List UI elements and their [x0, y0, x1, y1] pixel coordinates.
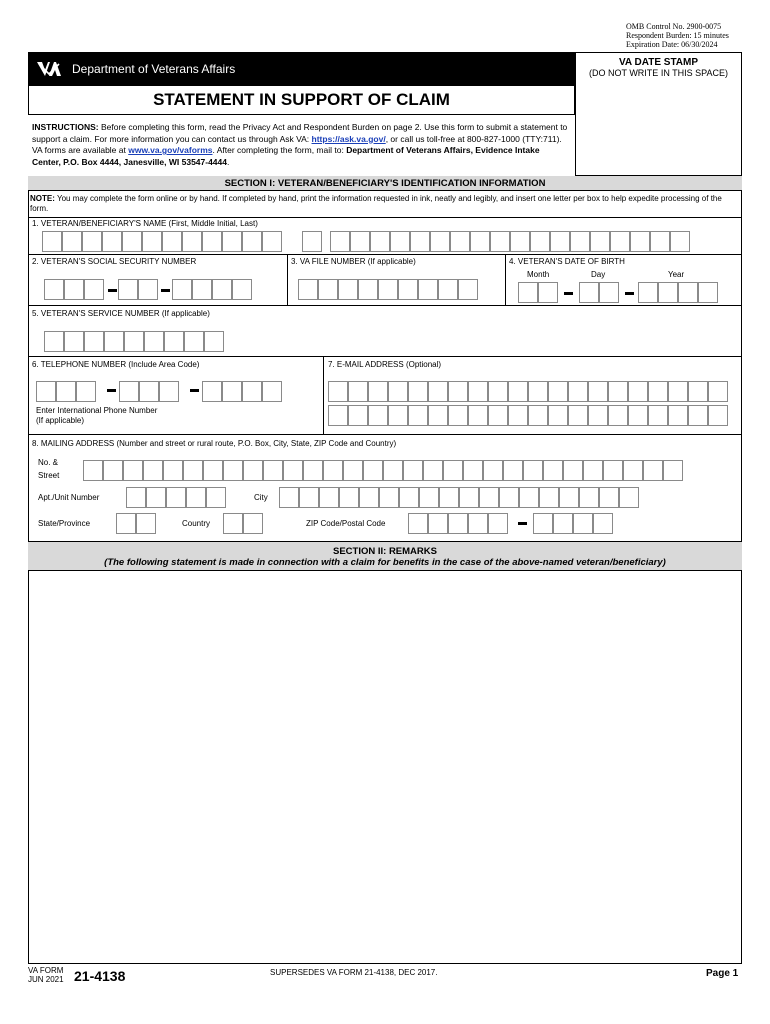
- form-title: STATEMENT IN SUPPORT OF CLAIM: [28, 85, 575, 115]
- char-box[interactable]: [593, 513, 613, 534]
- service-number-input[interactable]: [44, 331, 224, 352]
- field-8-label: 8. MAILING ADDRESS (Number and street or rural route, P.O. Box, City, State, ZIP Code and Country): [32, 439, 397, 448]
- field-2-label: 2. VETERAN'S SOCIAL SECURITY NUMBER: [32, 257, 197, 266]
- char-box[interactable]: [688, 381, 708, 402]
- instructions-text-2: , or call us toll-free at 800-827-1000 (TTY:711). VA forms are available at: [32, 133, 562, 155]
- char-box[interactable]: [459, 487, 479, 508]
- char-box[interactable]: [588, 405, 608, 426]
- char-box[interactable]: [490, 231, 510, 252]
- char-box[interactable]: [318, 279, 338, 300]
- char-box[interactable]: [418, 279, 438, 300]
- char-box[interactable]: [488, 381, 508, 402]
- char-box[interactable]: [430, 231, 450, 252]
- zip-input-part1[interactable]: [408, 513, 508, 534]
- month-label: Month: [527, 270, 550, 279]
- instructions-text-1: Before completing this form, read the Privacy Act and Respondent Burden on page 2. Use this form to submit a statement to support a claim. For more information you can contact us through Ask VA:: [32, 122, 568, 144]
- char-box[interactable]: [138, 279, 158, 300]
- ssn-input-part3[interactable]: [172, 279, 252, 300]
- divider: [28, 217, 742, 218]
- char-box[interactable]: [122, 231, 142, 252]
- char-box[interactable]: [363, 460, 383, 481]
- char-box[interactable]: [483, 460, 503, 481]
- char-box[interactable]: [388, 381, 408, 402]
- field-6-label: 6. TELEPHONE NUMBER (Include Area Code): [32, 360, 200, 369]
- char-box[interactable]: [488, 405, 508, 426]
- field-3-label: 3. VA FILE NUMBER (If applicable): [291, 257, 416, 266]
- char-box[interactable]: [378, 279, 398, 300]
- section-2-subtitle: (The following statement is made in connection with a claim for benefits in the case of the above-named veteran/beneficiary): [104, 557, 666, 568]
- char-box[interactable]: [104, 331, 124, 352]
- char-box[interactable]: [186, 487, 206, 508]
- divider: [323, 356, 324, 434]
- char-box[interactable]: [528, 381, 548, 402]
- dash: [161, 289, 170, 292]
- char-box[interactable]: [144, 331, 164, 352]
- field-4-label: 4. VETERAN'S DATE OF BIRTH: [509, 257, 625, 266]
- note-label: NOTE:: [30, 194, 55, 203]
- dob-day-input[interactable]: [579, 282, 619, 303]
- char-box[interactable]: [650, 231, 670, 252]
- char-box[interactable]: [116, 513, 136, 534]
- char-box[interactable]: [423, 460, 443, 481]
- dob-month-input[interactable]: [518, 282, 558, 303]
- char-box[interactable]: [203, 460, 223, 481]
- char-box[interactable]: [619, 487, 639, 508]
- divider: [287, 254, 288, 305]
- street-label-line1: No. &: [38, 458, 59, 467]
- char-box[interactable]: [184, 331, 204, 352]
- char-box[interactable]: [508, 405, 528, 426]
- phone-prefix-input[interactable]: [119, 381, 179, 402]
- dash: [108, 289, 117, 292]
- char-box[interactable]: [698, 282, 718, 303]
- mailing-address-text: Department of Veterans Affairs, Evidence Intake Center, P.O. Box 4444, Janesville, WI 53547-4444: [32, 145, 540, 167]
- char-box[interactable]: [678, 282, 698, 303]
- char-box[interactable]: [206, 487, 226, 508]
- char-box[interactable]: [84, 331, 104, 352]
- state-label: State/Province: [38, 519, 91, 528]
- char-box[interactable]: [528, 405, 548, 426]
- dash: [518, 522, 527, 525]
- char-box[interactable]: [588, 381, 608, 402]
- char-box[interactable]: [172, 279, 192, 300]
- char-box[interactable]: [64, 279, 84, 300]
- char-box[interactable]: [488, 513, 508, 534]
- char-box[interactable]: [164, 331, 184, 352]
- char-box[interactable]: [383, 460, 403, 481]
- char-box[interactable]: [212, 279, 232, 300]
- char-box[interactable]: [638, 282, 658, 303]
- char-box[interactable]: [410, 231, 430, 252]
- apt-input[interactable]: [126, 487, 226, 508]
- char-box[interactable]: [76, 381, 96, 402]
- char-box[interactable]: [379, 487, 399, 508]
- char-box[interactable]: [102, 231, 122, 252]
- char-box[interactable]: [159, 381, 179, 402]
- footer-va-form: VA FORM: [28, 966, 64, 975]
- form-number: 21-4138: [74, 968, 126, 984]
- char-box[interactable]: [599, 282, 619, 303]
- char-box[interactable]: [519, 487, 539, 508]
- char-box[interactable]: [563, 460, 583, 481]
- field-5-label: 5. VETERAN'S SERVICE NUMBER (If applicable): [32, 309, 210, 318]
- city-label: City: [254, 493, 268, 502]
- char-box[interactable]: [232, 279, 252, 300]
- char-box[interactable]: [103, 460, 123, 481]
- char-box[interactable]: [202, 381, 222, 402]
- char-box[interactable]: [548, 381, 568, 402]
- department-name: Department of Veterans Affairs: [72, 61, 236, 76]
- dash: [625, 292, 634, 295]
- footer-form-info: [28, 966, 64, 984]
- char-box[interactable]: [202, 231, 222, 252]
- intl-phone-note: (If applicable): [36, 416, 85, 425]
- char-box[interactable]: [136, 513, 156, 534]
- ssn-input-part2[interactable]: [118, 279, 158, 300]
- page-number: Page 1: [706, 968, 739, 979]
- dash: [107, 389, 116, 392]
- char-box[interactable]: [339, 487, 359, 508]
- first-name-input[interactable]: [42, 231, 282, 252]
- char-box[interactable]: [124, 331, 144, 352]
- char-box[interactable]: [163, 460, 183, 481]
- header-bar: [28, 52, 575, 85]
- char-box[interactable]: [443, 460, 463, 481]
- char-box[interactable]: [44, 331, 64, 352]
- char-box[interactable]: [548, 405, 568, 426]
- char-box[interactable]: [182, 231, 202, 252]
- char-box[interactable]: [183, 460, 203, 481]
- char-box[interactable]: [608, 381, 628, 402]
- char-box[interactable]: [538, 282, 558, 303]
- dash: [190, 389, 199, 392]
- supersedes-note: SUPERSEDES VA FORM 21-4138, DEC 2017.: [270, 968, 438, 977]
- char-box[interactable]: [242, 381, 262, 402]
- char-box[interactable]: [42, 231, 62, 252]
- char-box[interactable]: [323, 460, 343, 481]
- divider: [28, 305, 742, 306]
- char-box[interactable]: [403, 460, 423, 481]
- char-box[interactable]: [688, 405, 708, 426]
- char-box[interactable]: [468, 381, 488, 402]
- char-box[interactable]: [623, 460, 643, 481]
- char-box[interactable]: [139, 381, 159, 402]
- char-box[interactable]: [708, 381, 728, 402]
- char-box[interactable]: [243, 460, 263, 481]
- char-box[interactable]: [408, 405, 428, 426]
- char-box[interactable]: [84, 279, 104, 300]
- char-box[interactable]: [56, 381, 76, 402]
- char-box[interactable]: [603, 460, 623, 481]
- char-box[interactable]: [648, 405, 668, 426]
- char-box[interactable]: [388, 405, 408, 426]
- char-box[interactable]: [568, 381, 588, 402]
- char-box[interactable]: [330, 231, 350, 252]
- char-box[interactable]: [479, 487, 499, 508]
- dob-year-input[interactable]: [638, 282, 718, 303]
- char-box[interactable]: [348, 381, 368, 402]
- char-box[interactable]: [262, 381, 282, 402]
- va-forms-link[interactable]: www.va.gov/vaforms: [128, 145, 213, 155]
- char-box[interactable]: [448, 513, 468, 534]
- char-box[interactable]: [579, 282, 599, 303]
- char-box[interactable]: [428, 405, 448, 426]
- char-box[interactable]: [359, 487, 379, 508]
- va-date-stamp-box: [575, 52, 742, 176]
- char-box[interactable]: [390, 231, 410, 252]
- char-box[interactable]: [399, 487, 419, 508]
- char-box[interactable]: [368, 381, 388, 402]
- email-input-row2[interactable]: [328, 405, 728, 426]
- char-box[interactable]: [319, 487, 339, 508]
- char-box[interactable]: [119, 381, 139, 402]
- char-box[interactable]: [204, 331, 224, 352]
- char-box[interactable]: [550, 231, 570, 252]
- char-box[interactable]: [658, 282, 678, 303]
- char-box[interactable]: [298, 279, 318, 300]
- divider: [28, 356, 742, 357]
- street-label-line2: Street: [38, 471, 60, 480]
- char-box[interactable]: [350, 231, 370, 252]
- char-box[interactable]: [668, 405, 688, 426]
- char-box[interactable]: [499, 487, 519, 508]
- char-box[interactable]: [118, 279, 138, 300]
- char-box[interactable]: [299, 487, 319, 508]
- char-box[interactable]: [670, 231, 690, 252]
- char-box[interactable]: [338, 279, 358, 300]
- char-box[interactable]: [36, 381, 56, 402]
- char-box[interactable]: [302, 231, 322, 252]
- char-box[interactable]: [468, 405, 488, 426]
- field-7-label: 7. E-MAIL ADDRESS (Optional): [328, 360, 442, 369]
- char-box[interactable]: [398, 279, 418, 300]
- char-box[interactable]: [630, 231, 650, 252]
- char-box[interactable]: [590, 231, 610, 252]
- char-box[interactable]: [533, 513, 553, 534]
- state-input[interactable]: [116, 513, 156, 534]
- char-box[interactable]: [568, 405, 588, 426]
- note: [30, 194, 742, 214]
- instructions: [32, 122, 570, 168]
- char-box[interactable]: [518, 282, 538, 303]
- char-box[interactable]: [708, 405, 728, 426]
- char-box[interactable]: [146, 487, 166, 508]
- char-box[interactable]: [82, 231, 102, 252]
- omb-expiration: Expiration Date: 06/30/2024: [626, 40, 718, 49]
- zip-input-part2[interactable]: [533, 513, 613, 534]
- char-box[interactable]: [283, 460, 303, 481]
- char-box[interactable]: [450, 231, 470, 252]
- stamp-title: VA DATE STAMP: [618, 57, 699, 68]
- char-box[interactable]: [543, 460, 563, 481]
- char-box[interactable]: [62, 231, 82, 252]
- char-box[interactable]: [328, 405, 348, 426]
- char-box[interactable]: [510, 231, 530, 252]
- char-box[interactable]: [610, 231, 630, 252]
- omb-burden: Respondent Burden: 15 minutes: [626, 31, 729, 40]
- remarks-textarea[interactable]: [30, 572, 740, 962]
- char-box[interactable]: [243, 513, 263, 534]
- ssn-input-part1[interactable]: [44, 279, 104, 300]
- ask-va-link[interactable]: https://ask.va.gov/: [311, 133, 386, 144]
- char-box[interactable]: [126, 487, 146, 508]
- char-box[interactable]: [539, 487, 559, 508]
- char-box[interactable]: [222, 381, 242, 402]
- char-box[interactable]: [370, 231, 390, 252]
- char-box[interactable]: [448, 405, 468, 426]
- day-label: Day: [591, 270, 606, 279]
- footer-date: JUN 2021: [28, 975, 64, 984]
- note-text: You may complete the form online or by hand. If completed by hand, print the information requested in ink, neatly and legibly, and insert one letter per box to help expedite processing of the form.: [30, 194, 722, 213]
- char-box[interactable]: [508, 381, 528, 402]
- char-box[interactable]: [628, 381, 648, 402]
- year-label: Year: [668, 270, 685, 279]
- phone-area-code-input[interactable]: [36, 381, 96, 402]
- divider: [505, 254, 506, 305]
- char-box[interactable]: [222, 231, 242, 252]
- char-box[interactable]: [368, 405, 388, 426]
- char-box[interactable]: [408, 381, 428, 402]
- char-box[interactable]: [428, 381, 448, 402]
- char-box[interactable]: [643, 460, 663, 481]
- intl-phone-label: Enter International Phone Number: [36, 406, 158, 415]
- va-file-number-input[interactable]: [298, 279, 478, 300]
- field-1-label: 1. VETERAN/BENEFICIARY'S NAME (First, Middle Initial, Last): [32, 219, 258, 228]
- phone-line-input[interactable]: [202, 381, 282, 402]
- divider: [28, 254, 742, 255]
- omb-info: [626, 22, 729, 49]
- char-box[interactable]: [438, 279, 458, 300]
- char-box[interactable]: [348, 405, 368, 426]
- char-box[interactable]: [599, 487, 619, 508]
- char-box[interactable]: [408, 513, 428, 534]
- char-box[interactable]: [328, 381, 348, 402]
- char-box[interactable]: [223, 513, 243, 534]
- char-box[interactable]: [608, 405, 628, 426]
- char-box[interactable]: [143, 460, 163, 481]
- char-box[interactable]: [470, 231, 490, 252]
- omb-control: OMB Control No. 2900-0075: [626, 22, 722, 31]
- char-box[interactable]: [503, 460, 523, 481]
- middle-initial-input[interactable]: [302, 231, 322, 252]
- char-box[interactable]: [242, 231, 262, 252]
- city-input[interactable]: [279, 487, 639, 508]
- street-input[interactable]: [83, 460, 683, 481]
- char-box[interactable]: [583, 460, 603, 481]
- char-box[interactable]: [343, 460, 363, 481]
- country-label: Country: [182, 519, 211, 528]
- char-box[interactable]: [162, 231, 182, 252]
- char-box[interactable]: [64, 331, 84, 352]
- va-logo-icon: [36, 60, 62, 78]
- zip-label: ZIP Code/Postal Code: [306, 519, 386, 528]
- char-box[interactable]: [44, 279, 64, 300]
- char-box[interactable]: [648, 381, 668, 402]
- char-box[interactable]: [523, 460, 543, 481]
- char-box[interactable]: [358, 279, 378, 300]
- char-box[interactable]: [458, 279, 478, 300]
- char-box[interactable]: [570, 231, 590, 252]
- char-box[interactable]: [123, 460, 143, 481]
- char-box[interactable]: [192, 279, 212, 300]
- char-box[interactable]: [468, 513, 488, 534]
- divider: [28, 434, 742, 435]
- char-box[interactable]: [428, 513, 448, 534]
- char-box[interactable]: [83, 460, 103, 481]
- char-box[interactable]: [668, 381, 688, 402]
- char-box[interactable]: [663, 460, 683, 481]
- email-input-row1[interactable]: [328, 381, 728, 402]
- char-box[interactable]: [530, 231, 550, 252]
- char-box[interactable]: [279, 487, 299, 508]
- last-name-input[interactable]: [330, 231, 690, 252]
- instructions-label: INSTRUCTIONS:: [32, 122, 99, 132]
- apt-label: Apt./Unit Number: [38, 493, 100, 502]
- char-box[interactable]: [628, 405, 648, 426]
- char-box[interactable]: [303, 460, 323, 481]
- char-box[interactable]: [419, 487, 439, 508]
- section-1-header: SECTION I: VETERAN/BENEFICIARY'S IDENTIFICATION INFORMATION: [28, 176, 742, 191]
- instructions-text-3: . After completing the form, mail to:: [212, 145, 347, 155]
- dash: [564, 292, 573, 295]
- char-box[interactable]: [142, 231, 162, 252]
- stamp-subtitle: (DO NOT WRITE IN THIS SPACE): [588, 68, 728, 78]
- char-box[interactable]: [448, 381, 468, 402]
- char-box[interactable]: [166, 487, 186, 508]
- char-box[interactable]: [463, 460, 483, 481]
- char-box[interactable]: [559, 487, 579, 508]
- section-2-header: [28, 541, 742, 571]
- section-2-title: SECTION II: REMARKS: [333, 546, 437, 557]
- country-input[interactable]: [223, 513, 263, 534]
- char-box[interactable]: [579, 487, 599, 508]
- char-box[interactable]: [553, 513, 573, 534]
- char-box[interactable]: [262, 231, 282, 252]
- char-box[interactable]: [439, 487, 459, 508]
- char-box[interactable]: [263, 460, 283, 481]
- instructions-end: .: [227, 156, 230, 167]
- char-box[interactable]: [573, 513, 593, 534]
- char-box[interactable]: [223, 460, 243, 481]
